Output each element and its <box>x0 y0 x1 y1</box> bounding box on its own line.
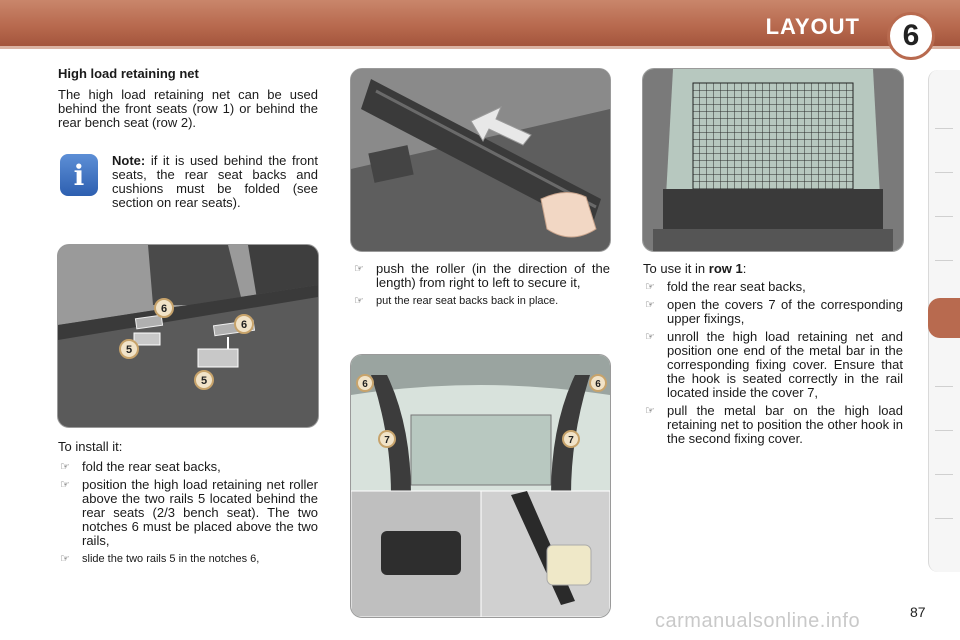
fixings-photo <box>350 354 611 618</box>
install-list <box>58 460 318 570</box>
use-row: row 1 <box>708 261 743 276</box>
section-heading: High load retaining net <box>58 66 199 81</box>
rails-photo <box>57 244 319 428</box>
chapter-tab-active[interactable] <box>928 298 960 338</box>
net-photo <box>642 68 904 252</box>
tab-divider <box>935 386 953 387</box>
list-item: ☞ fold the rear seat backs, <box>58 460 318 474</box>
intro-paragraph: The high load retaining net can be used behind the front seats (row 1) or behind the rear bench seat (row 2). <box>58 87 318 130</box>
callout-label: 5 <box>200 375 208 387</box>
use-prefix: To use it in <box>643 261 706 276</box>
fixings-illustration <box>351 355 610 617</box>
list-item: ☞ put the rear seat backs back in place. <box>352 294 610 308</box>
tab-divider <box>935 216 953 217</box>
callout-label: 6 <box>240 319 248 331</box>
list-item: ☞ position the high load retaining net roller above the two rails 5 located behind the rear seats (2/3 bench seat). The two notches 6 must be placed above the two rails, <box>58 478 318 548</box>
use-suffix: : <box>742 261 747 276</box>
list-item: ☞ pull the metal bar on the high load retaining net to position the other hook in the second fixing cover. <box>643 404 903 446</box>
list-item: ☞ fold the rear seat backs, <box>643 280 903 294</box>
roller-illustration <box>351 69 610 251</box>
page-title: LAYOUT <box>765 14 860 39</box>
callout-label: 7 <box>568 435 574 446</box>
note-text: if it is used behind the front seats, the rear seat backs and cushions must be folded (see section on rear seats). <box>112 153 318 210</box>
callout-label: 7 <box>384 435 390 446</box>
callout-label: 6 <box>160 303 168 315</box>
roller-list <box>352 262 610 312</box>
chapter-badge: 6 <box>887 12 935 60</box>
tab-divider <box>935 128 953 129</box>
list-item: ☞ push the roller (in the direction of the length) from right to left to secure it, <box>352 262 610 290</box>
rails-illustration <box>58 245 318 427</box>
net-illustration <box>643 69 903 251</box>
callout-label: 6 <box>362 379 368 390</box>
install-title: To install it: <box>58 439 123 454</box>
roller-photo <box>350 68 611 252</box>
page-number: 87 <box>910 604 926 620</box>
tab-divider <box>935 260 953 261</box>
header-underline <box>0 46 960 49</box>
info-icon: i <box>60 154 98 196</box>
list-item: ☞ unroll the high load retaining net and position one end of the metal bar in the corresponding fixing cover. Ensure that the hook is seated correctly in the rail located inside the cover 7, <box>643 330 903 400</box>
tab-divider <box>935 518 953 519</box>
list-item: ☞ open the covers 7 of the corresponding upper fixings, <box>643 298 903 326</box>
list-item: ☞ slide the two rails 5 in the notches 6, <box>58 552 318 566</box>
tab-divider <box>935 430 953 431</box>
use-title <box>643 262 746 276</box>
note-paragraph <box>112 154 318 210</box>
tab-divider <box>935 172 953 173</box>
tab-divider <box>935 474 953 475</box>
callout-label: 6 <box>595 379 601 390</box>
note-label: Note: <box>112 153 146 168</box>
use-list <box>643 280 903 450</box>
watermark-text: carmanualsonline.info <box>655 610 861 632</box>
callout-label: 5 <box>125 344 133 356</box>
